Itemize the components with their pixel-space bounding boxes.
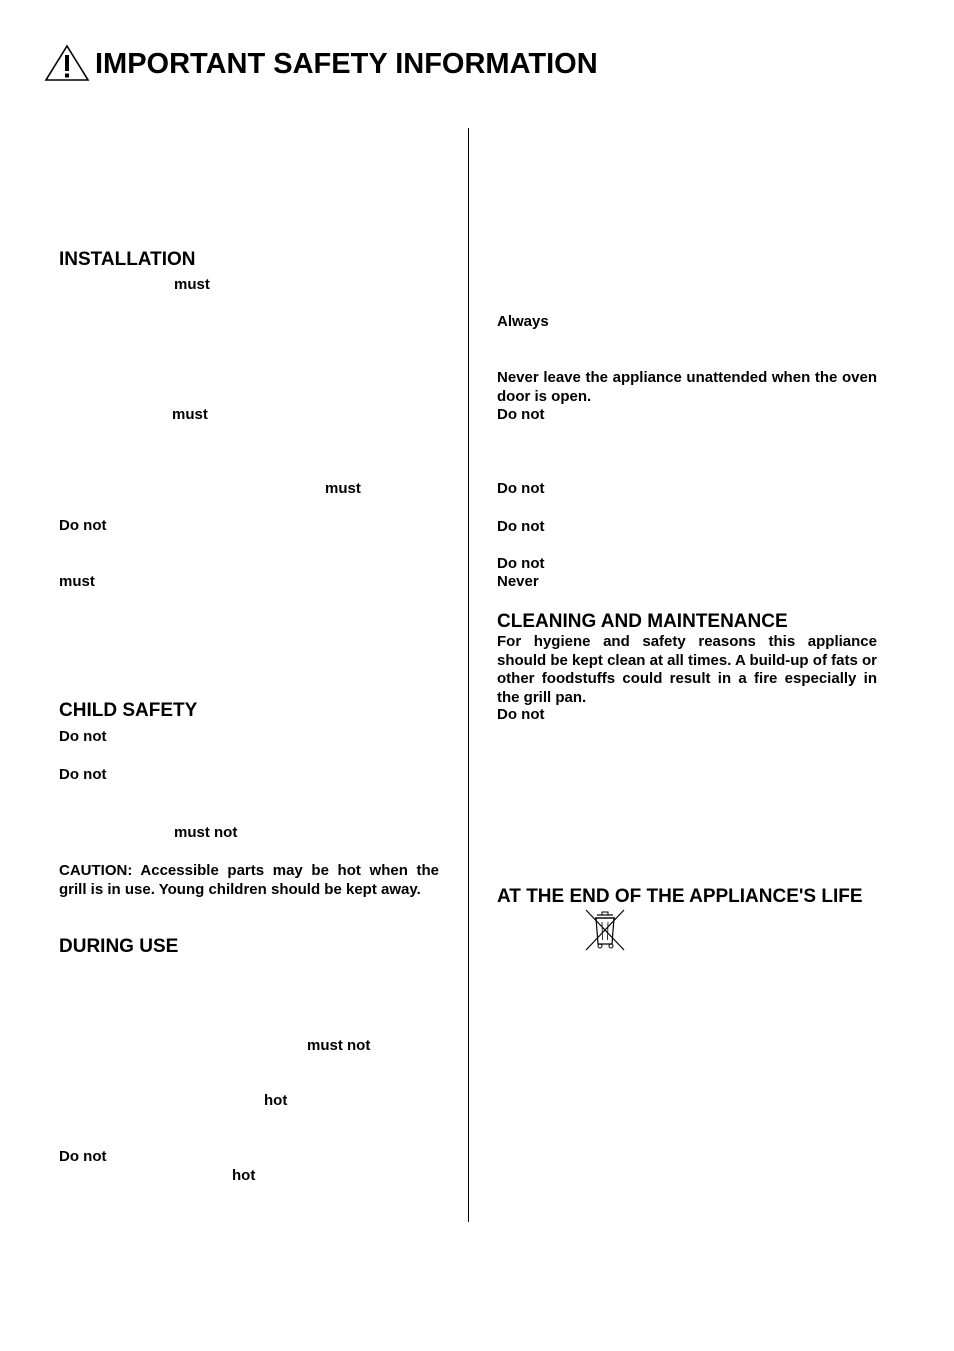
use-word: Do not — [497, 480, 545, 497]
use-word: Never — [497, 573, 539, 590]
cleaning-heading: CLEANING AND MAINTENANCE — [497, 611, 788, 632]
end-of-life-heading: AT THE END OF THE APPLIANCE'S LIFE — [497, 886, 863, 907]
during-use-word: hot — [232, 1167, 256, 1184]
use-word: Do not — [497, 518, 545, 535]
during-use-word: must not — [307, 1037, 371, 1054]
during-use-heading: DURING USE — [59, 936, 179, 957]
use-word: Always — [497, 313, 549, 330]
use-word: Do not — [497, 406, 545, 423]
cleaning-word: Do not — [497, 706, 545, 723]
installation-word: Do not — [59, 517, 107, 534]
warning-triangle-icon — [44, 44, 90, 82]
child-safety-word: Do not — [59, 728, 107, 745]
child-safety-word: must not — [174, 824, 238, 841]
installation-word: must — [174, 276, 210, 293]
unattended-warning: Never leave the appliance unattended when the oven door is open. — [497, 369, 877, 405]
child-safety-heading: CHILD SAFETY — [59, 700, 198, 721]
installation-heading: INSTALLATION — [59, 249, 196, 270]
cleaning-text: For hygiene and safety reasons this appliance should be kept clean at all times. A build-up of fats or other foodstuffs could result in a fire especially in the grill pan. — [497, 633, 877, 706]
installation-word: must — [59, 573, 95, 590]
installation-word: must — [325, 480, 361, 497]
during-use-word: hot — [264, 1092, 288, 1109]
use-word: Do not — [497, 555, 545, 572]
child-safety-word: Do not — [59, 766, 107, 783]
page-title: IMPORTANT SAFETY INFORMATION — [95, 48, 598, 80]
installation-word: must — [172, 406, 208, 423]
child-safety-caution: CAUTION: Accessible parts may be hot when the grill is in use. Young children should be kept away. — [59, 862, 439, 898]
column-divider — [468, 128, 469, 1222]
during-use-word: Do not — [59, 1148, 107, 1165]
crossed-out-bin-icon — [584, 908, 626, 952]
